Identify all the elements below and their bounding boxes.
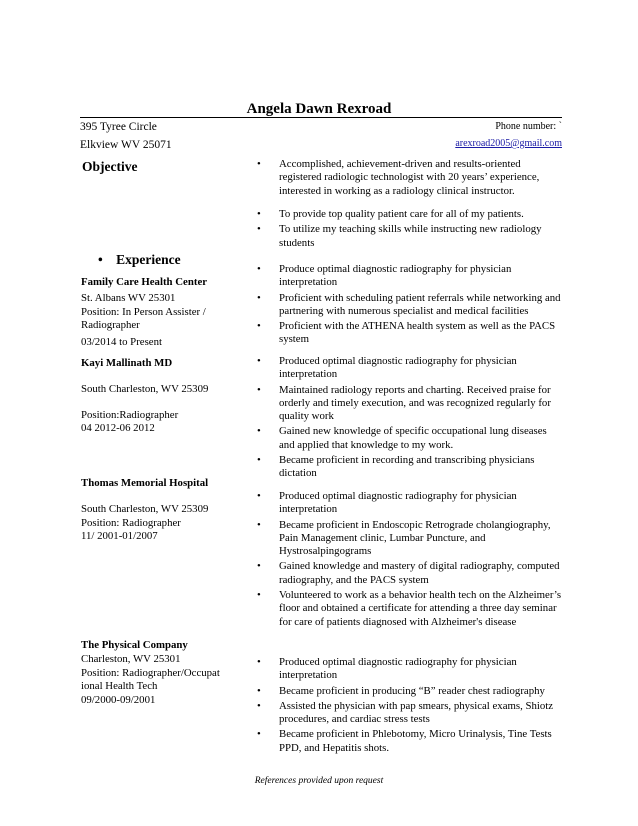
job-position-cont: Radiographer <box>81 319 140 332</box>
duty-item: • Gained new knowledge of specific occupational lung diseases and applied that knowledge to my work. <box>255 425 565 452</box>
employer-name: The Physical Company <box>81 639 188 651</box>
job-position: Position: Radiographer/Occupat <box>81 666 220 679</box>
duty-item: • Maintained radiology reports and charting. Received praise for orderly and timely execution, and was recognized regularly for quality work <box>255 384 565 424</box>
references-note: References provided upon request <box>254 776 384 786</box>
experience-heading-text: Experience <box>116 252 181 267</box>
job-details-family-care <box>81 276 246 350</box>
duty-item: • Became proficient in recording and transcribing physicians dictation <box>255 454 565 481</box>
job-position: Position: In Person Assister / <box>81 305 206 318</box>
job-dates: 11/ 2001-01/2007 <box>81 530 158 543</box>
objective-bullet: • To provide top quality patient care for all of my patients. <box>255 208 565 221</box>
duty-item: • Produce optimal diagnostic radiography for physician interpretation <box>255 263 565 290</box>
experience-heading <box>98 252 181 268</box>
duty-item: • Gained knowledge and mastery of digital radiography, computed radiography, and the PACS system <box>255 560 565 587</box>
duties-family-care <box>255 263 565 349</box>
duty-item: • Proficient with the ATHENA health system as well as the PACS system <box>255 320 565 347</box>
employer-name: Thomas Memorial Hospital <box>81 477 209 489</box>
duty-item: • Became proficient in Phlebotomy, Micro Urinalysis, Tine Tests PPD, and Hepatitis shots. <box>255 728 565 755</box>
employer-location: South Charleston, WV 25309 <box>81 382 209 395</box>
duties-thomas-memorial <box>255 490 565 631</box>
duty-item: • Became proficient in producing “B” reader chest radiography <box>255 685 565 698</box>
job-details-physical-company <box>81 639 246 708</box>
objective-bullet: • To utilize my teaching skills while instructing new radiology students <box>255 223 565 250</box>
employer-location: Charleston, WV 25301 <box>81 652 181 665</box>
job-details-thomas-memorial <box>81 477 246 544</box>
objective-list-2 <box>255 208 565 252</box>
duty-item: • Produced optimal diagnostic radiography for physician interpretation <box>255 355 565 382</box>
experience-bullet-icon: • <box>98 252 103 267</box>
duty-item: • Produced optimal diagnostic radiography for physician interpretation <box>255 656 565 683</box>
objective-list <box>255 158 565 200</box>
job-position-cont: ional Health Tech <box>81 680 158 693</box>
employer-name: Family Care Health Center <box>81 276 208 288</box>
employer-location: South Charleston, WV 25309 <box>81 502 209 515</box>
employer-location: St. Albans WV 25301 <box>81 291 176 304</box>
duty-item: • Became proficient in Endoscopic Retrograde cholangiography, Pain Management clinic, Lumbar Puncture, and Hystrosalpingograms <box>255 519 565 559</box>
resume-name: Angela Dawn Rexroad <box>246 101 392 117</box>
job-position: Position:Radiographer <box>81 408 179 421</box>
job-dates: 03/2014 to Present <box>81 336 162 349</box>
job-dates: 09/2000-09/2001 <box>81 694 156 707</box>
duty-item: • Assisted the physician with pap smears, physical exams, Shiotz procedures, and cardiac stress tests <box>255 700 565 727</box>
job-position: Position: Radiographer <box>81 516 181 529</box>
address-line-2: Elkview WV 25071 <box>80 139 172 151</box>
email-link[interactable]: arexroad2005@gmail.com <box>455 138 562 149</box>
duty-item: • Produced optimal diagnostic radiography for physician interpretation <box>255 490 565 517</box>
job-dates: 04 2012-06 2012 <box>81 422 155 435</box>
duties-physical-company <box>255 656 565 757</box>
duties-mallinath <box>255 355 565 483</box>
employer-name: Kayi Mallinath MD <box>81 357 173 369</box>
job-details-mallinath <box>81 357 246 436</box>
duty-item: • Volunteered to work as a behavior health tech on the Alzheimer’s floor and obtained a certificate for attending a three day seminar for care of patients diagnosed with Alzheimer's disease <box>255 589 565 629</box>
phone-label: Phone number: ` <box>495 121 562 132</box>
objective-heading: Objective <box>82 159 138 174</box>
objective-bullet: • Accomplished, achievement-driven and results-oriented registered radiologic technologist with 20 years’ experience, interested in working as a radiology clinical instructor. <box>255 158 565 198</box>
duty-item: • Proficient with scheduling patient referrals while networking and partnering with numerous specialist and medical facilities <box>255 292 565 319</box>
address-line-1: 395 Tyree Circle <box>80 121 157 133</box>
